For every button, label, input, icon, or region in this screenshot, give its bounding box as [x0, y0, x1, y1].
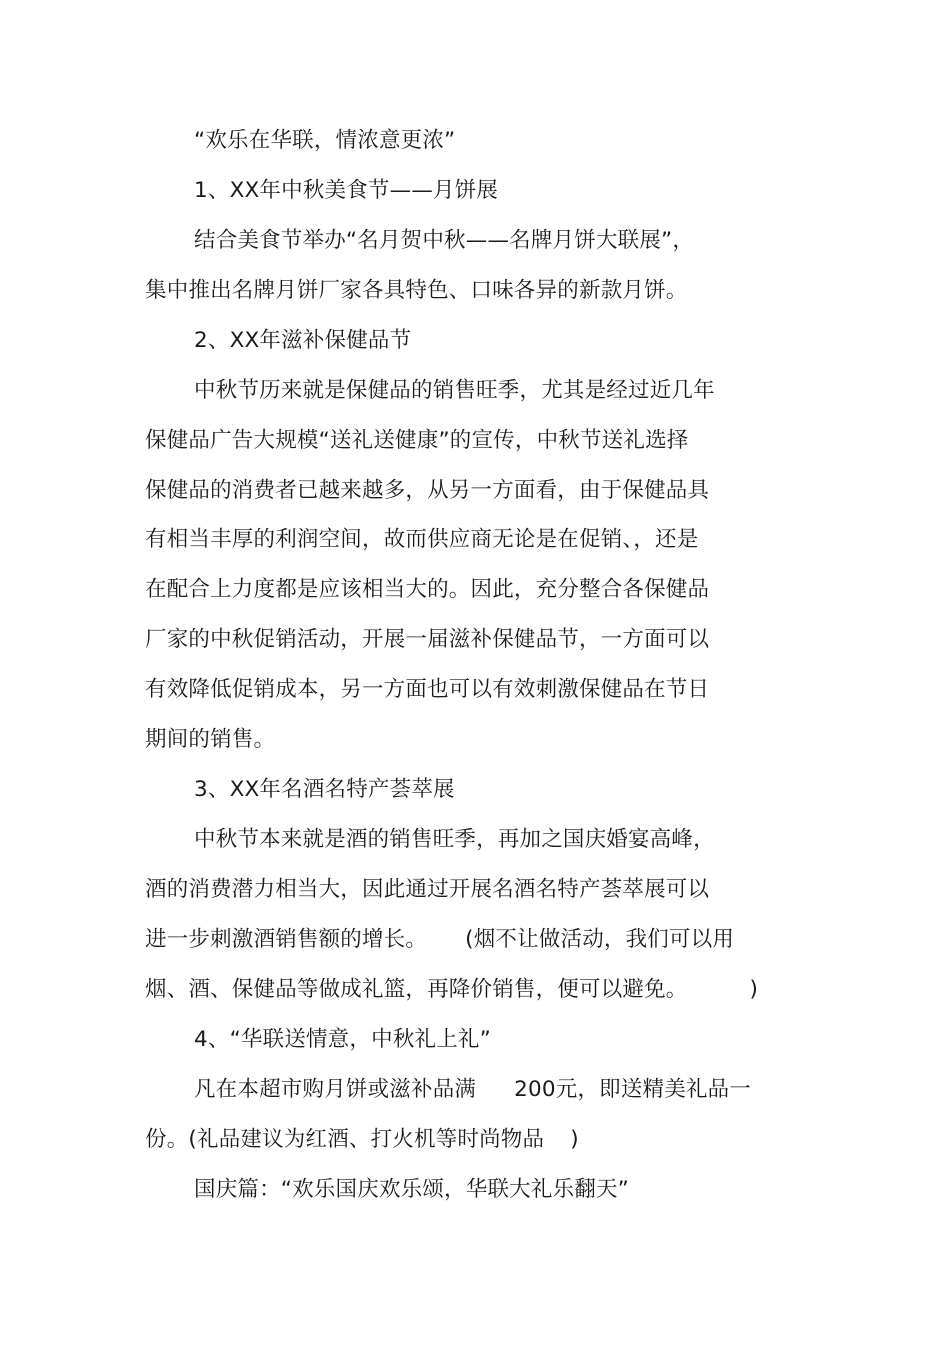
paragraph-line — [145, 1125, 579, 1155]
section-slogan: “欢乐在华联，情浓意更浓” — [194, 128, 456, 153]
paragraph-line: 酒的消费潜力相当大，因此通过开展名酒名特产荟萃展可以 — [145, 877, 710, 902]
paragraph-line: 期间的销售。 — [145, 727, 276, 752]
text-segment: 进一步刺激酒销售额的增长。 — [145, 927, 428, 952]
paragraph-line: 在配合上力度都是应该相当大的。因此，充分整合各保健品 — [145, 577, 710, 602]
paragraph-line: 结合美食节举办“名月贺中秋——名牌月饼大联展”， — [194, 228, 695, 253]
paragraph-line: 保健品的消费者已越来越多，从另一方面看，由于保健品具 — [145, 478, 710, 503]
heading-liquor-specialty-expo: 3、XX年名酒名特产荟萃展 — [194, 777, 455, 802]
heading-gift-promotion: 4、“华联送情意，中秋礼上礼” — [194, 1027, 491, 1052]
text-segment: 烟、酒、保健品等做成礼篮，再降价销售，便可以避免。 — [145, 977, 688, 1002]
paragraph-line: 集中推出名牌月饼厂家各具特色、口味各异的新款月饼。 — [145, 278, 688, 303]
text-segment: 凡在本超市购月饼或滋补品满 — [194, 1077, 477, 1102]
heading-health-products-festival: 2、XX年滋补保健品节 — [194, 328, 412, 353]
text-segment: ) — [749, 977, 759, 1002]
paragraph-line — [194, 1075, 751, 1105]
text-segment: 份。(礼品建议为红酒、打火机等时尚物品 — [145, 1127, 545, 1152]
paragraph-line: 保健品广告大规模“送礼送健康”的宣传，中秋节送礼选择 — [145, 428, 689, 453]
paragraph-line: 中秋节本来就是酒的销售旺季，再加之国庆婚宴高峰， — [194, 827, 715, 852]
heading-mooncake-festival: 1、XX年中秋美食节——月饼展 — [194, 178, 499, 203]
paragraph-line: 有相当丰厚的利润空间，故而供应商无论是在促销、，还是 — [145, 527, 699, 552]
paragraph-line: 中秋节历来就是保健品的销售旺季，尤其是经过近几年 — [194, 378, 715, 403]
text-segment: 200元，即送精美礼品一 — [514, 1077, 752, 1102]
paragraph-line — [145, 975, 758, 1005]
heading-national-day: 国庆篇：“欢乐国庆欢乐颂，华联大礼乐翻天” — [194, 1177, 629, 1202]
paragraph-line: 有效降低促销成本，另一方面也可以有效刺激保健品在节日 — [145, 677, 710, 702]
text-segment: ) — [570, 1127, 579, 1152]
text-segment: (烟不让做活动，我们可以用 — [465, 927, 735, 952]
paragraph-line — [145, 925, 734, 955]
paragraph-line: 厂家的中秋促销活动，开展一届滋补保健品节，一方面可以 — [145, 627, 710, 652]
